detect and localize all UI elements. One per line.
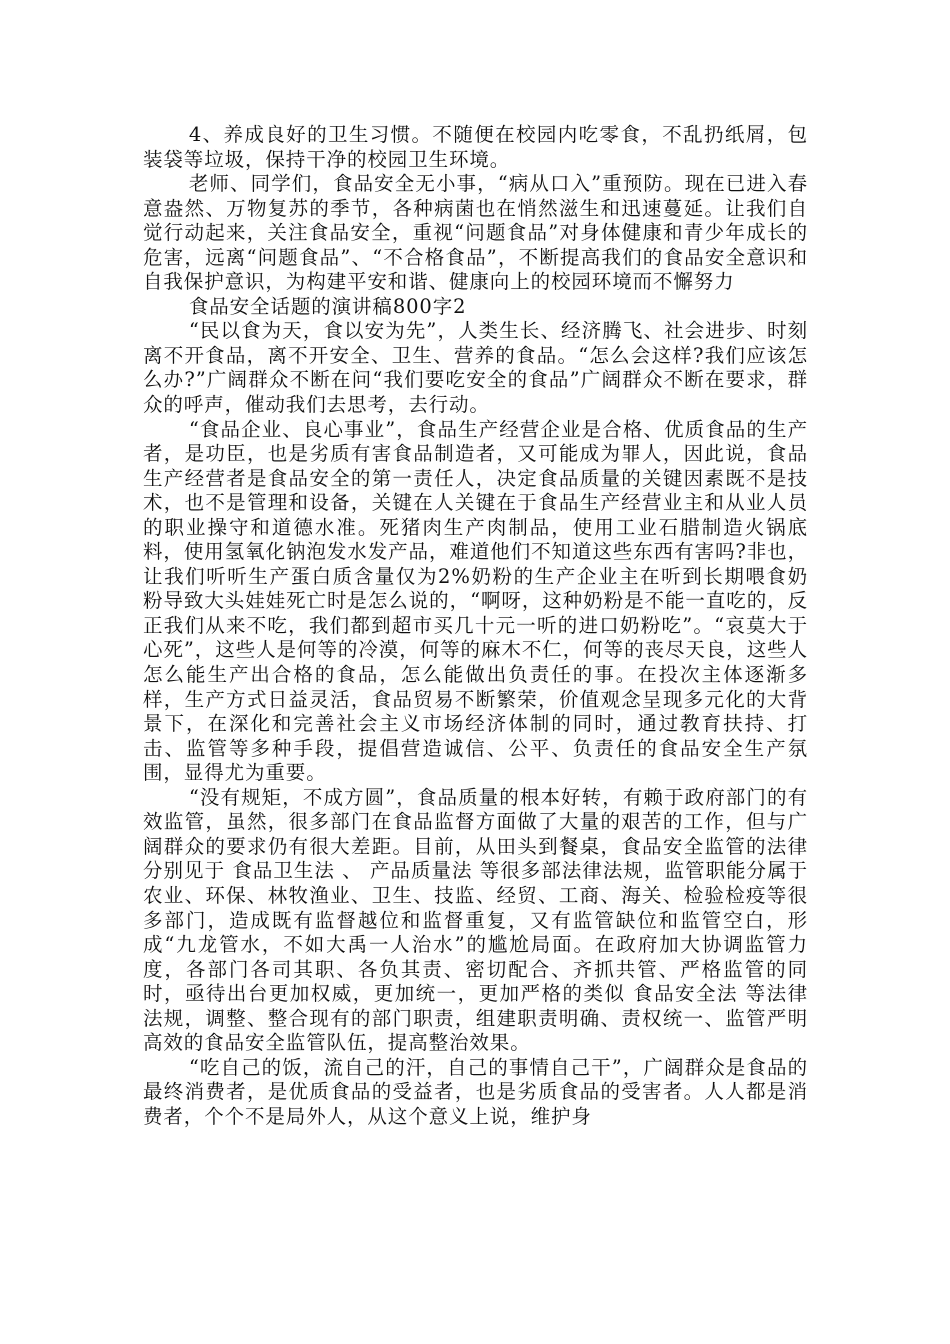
document-body (143, 123, 808, 1129)
section-title: 食品安全话题的演讲稿800字2 (188, 294, 467, 318)
paragraph-food-enterprise: “食品企业、良心事业”，食品生产经营企业是合格、优质食品的生产者，是功臣，也是劣质有害食品制造者，又可能成为罪人，因此说，食品生产经营者是食品安全的第一责任人，决定食品质量的关键因素既不是技术，也不是管理和设备，关键在人关键在于食品生产经营业主和从业人员的职业操守和道德水准。死猪肉生产肉制品，使用工业石腊制造火锅底料，使用氢氧化钠泡发水发产品，难道他们不知道这些东西有害吗?非也，让我们听听生产蛋白质含量仅为2%奶粉的生产企业主在听到长期喂食奶粉导致大头娃娃死亡时是怎么说的，“啊呀，这种奶粉是不能一直吃的，反正我们从来不吃，我们都到超市买几十元一听的进口奶粉吃”。“哀莫大于心死”，这些人是何等的冷漠，何等的麻木不仁，何等的丧尽天良，这些人怎么能生产出合格的食品，怎么能做出负责任的事。在投次主体逐渐多样，生产方式日益灵活，食品贸易不断繁荣，价值观念呈现多元化的大背景下，在深化和完善社会主义市场经济体制的同时，通过教育扶持、打击、监管等多种手段，提倡营造诚信、公平、负责任的食品安全生产氛围，显得尤为重要。 (143, 417, 808, 785)
paragraph-food-safety-appeal: 老师、同学们，食品安全无小事，“病从口入”重预防。现在已进入春意盎然、万物复苏的季节，各种病菌也在悄然滋生和迅速蔓延。让我们自觉行动起来，关注食品安全，重视“问题食品”对身体健康和青少年成长的危害，远离“问题食品”、“不合格食品”，不断提高我们的食品安全意识和自我保护意识，为构建平安和谐、健康向上的校园环境而不懈努力 (143, 172, 808, 294)
paragraph-regulation: “没有规矩，不成方圆”，食品质量的根本好转，有赖于政府部门的有效监管，虽然，很多部门在食品监督方面做了大量的艰苦的工作，但与广阔群众的要求仍有很大差距。目前，从田头到餐桌，食品安全监管的法律分别见于 食品卫生法 、 产品质量法 等很多部法律法规，监管职能分属于农业、环保、林牧渔业、卫生、技监、经贸、工商、海关、检验检疫等很多部门，造成既有监督越位和监督重复，又有监管缺位和监管空白，形成“九龙管水，不如大禹一人治水”的尴尬局面。在政府加大协调监管力度，各部门各司其职、各负其责、密切配合、齐抓共管、严格监管的同时，亟待出台更加权威，更加统一，更加严格的类似 食品安全法 等法律法规，调整、整合现有的部门职责，组建职责明确、责权统一、监管严明高效的食品安全监管队伍，提高整治效果。 (143, 785, 808, 1055)
paragraph-hygiene-habits: 4、养成良好的卫生习惯。不随便在校园内吃零食，不乱扔纸屑，包装袋等垃圾，保持干净的校园卫生环境。 (143, 123, 808, 171)
paragraph-food-first: “民以食为天，食以安为先”，人类生长、经济腾飞、社会进步、时刻离不开食品，离不开安全、卫生、营养的食品。“怎么会这样?我们应该怎么办?”广阔群众不断在问“我们要吃安全的食品”广阔群众不断在要求，群众的呼声，催动我们去思考，去行动。 (143, 319, 808, 417)
paragraph-consumers: “吃自己的饭，流自己的汗，自己的事情自己干”，广阔群众是食品的最终消费者，是优质食品的受益者，也是劣质食品的受害者。人人都是消费者，个个不是局外人，从这个意义上说，维护身 (143, 1055, 808, 1128)
